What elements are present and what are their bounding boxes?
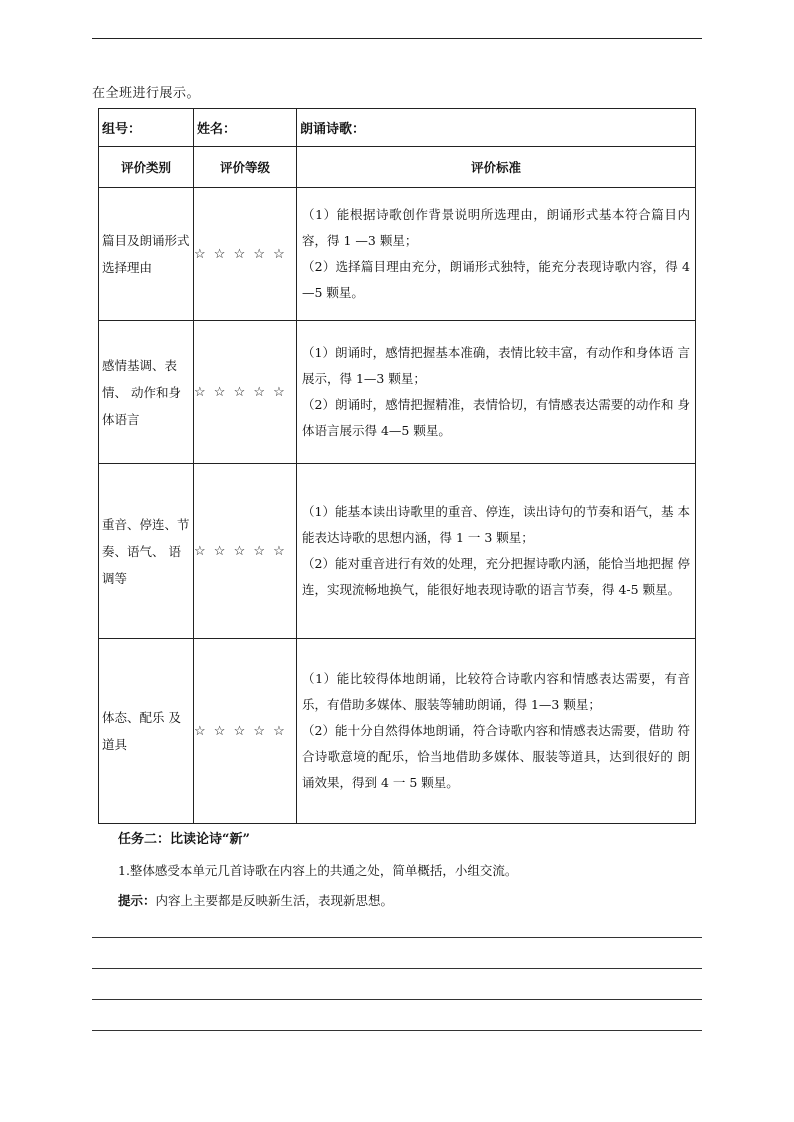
hint-text: 内容上主要都是反映新生活，表现新思想。 — [155, 893, 394, 908]
criteria-item: （1）能根据诗歌创作背景说明所选理由，朗诵形式基本符合篇目内 容，得 1 —3 颗星； — [302, 207, 690, 248]
column-header-criteria: 评价标准 — [297, 147, 696, 188]
criteria-item: （1）能基本读出诗歌里的重音、停连，读出诗句的节奏和语气，基 本能表达诗歌的思想内涵，得 1 一 3 颗星； — [302, 504, 690, 545]
table-row — [99, 464, 696, 639]
table-header-row — [99, 109, 696, 147]
answer-line — [92, 1030, 702, 1031]
criteria-item: （2）朗诵时，感情把握精准，表情恰切，有情感表达需要的动作和 身体语言展示得 4—5 颗星。 — [302, 397, 690, 438]
answer-line — [92, 968, 702, 969]
intro-text: 在全班进行展示。 — [92, 86, 201, 101]
criteria-cell — [297, 188, 696, 321]
poem-label: 朗诵诗歌： — [297, 109, 696, 147]
column-header-category: 评价类别 — [99, 147, 194, 188]
hint-label: 提示： — [118, 893, 156, 908]
criteria-item: （1）能比较得体地朗诵，比较符合诗歌内容和情感表达需要，有音 乐，有借助多媒体、服装等辅助朗诵，得 1—3 颗星； — [302, 671, 690, 712]
criteria-item: （2）能对重音进行有效的处理，充分把握诗歌内涵，能恰当地把握 停连，实现流畅地换气，能很好地表现诗歌的语言节奏，得 4-5 颗星。 — [302, 556, 690, 597]
header-rule — [92, 38, 702, 39]
table-row — [99, 321, 696, 464]
group-label: 组号： — [99, 109, 194, 147]
table-row — [99, 188, 696, 321]
criteria-cell — [297, 321, 696, 464]
table-row — [99, 639, 696, 824]
category-cell: 篇目及朗诵形式 选择理由 — [99, 188, 194, 321]
evaluation-table — [98, 108, 696, 824]
category-cell: 重音、停连、节奏、语气、 语调等 — [99, 464, 194, 639]
category-cell: 感情基调、表情、 动作和身体语言 — [99, 321, 194, 464]
name-label: 姓名： — [194, 109, 297, 147]
star-rating: ☆ ☆ ☆ ☆ ☆ — [194, 639, 297, 824]
task-title: 任务二：比读论诗“新” — [118, 832, 250, 847]
category-cell: 体态、配乐 及道具 — [99, 639, 194, 824]
criteria-cell — [297, 464, 696, 639]
task-hint — [118, 891, 393, 909]
column-header-grade: 评价等级 — [194, 147, 297, 188]
column-header-row — [99, 147, 696, 188]
criteria-item: （2）能十分自然得体地朗诵，符合诗歌内容和情感表达需要，借助 符合诗歌意境的配乐，恰当地借助多媒体、服装等道具，达到很好的 朗诵效果，得到 4 一 5 颗星。 — [302, 723, 690, 790]
criteria-cell — [297, 639, 696, 824]
criteria-item: （1）朗诵时，感情把握基本准确，表情比较丰富，有动作和身体语 言展示，得 1—3 颗星； — [302, 345, 690, 386]
star-rating: ☆ ☆ ☆ ☆ ☆ — [194, 464, 297, 639]
star-rating: ☆ ☆ ☆ ☆ ☆ — [194, 188, 297, 321]
star-rating: ☆ ☆ ☆ ☆ ☆ — [194, 321, 297, 464]
answer-line — [92, 999, 702, 1000]
answer-line — [92, 937, 702, 938]
criteria-item: （2）选择篇目理由充分，朗诵形式独特，能充分表现诗歌内容，得 4—5 颗星。 — [302, 259, 690, 300]
task-question: 1.整体感受本单元几首诗歌在内容上的共通之处，简单概括，小组交流。 — [118, 863, 518, 878]
